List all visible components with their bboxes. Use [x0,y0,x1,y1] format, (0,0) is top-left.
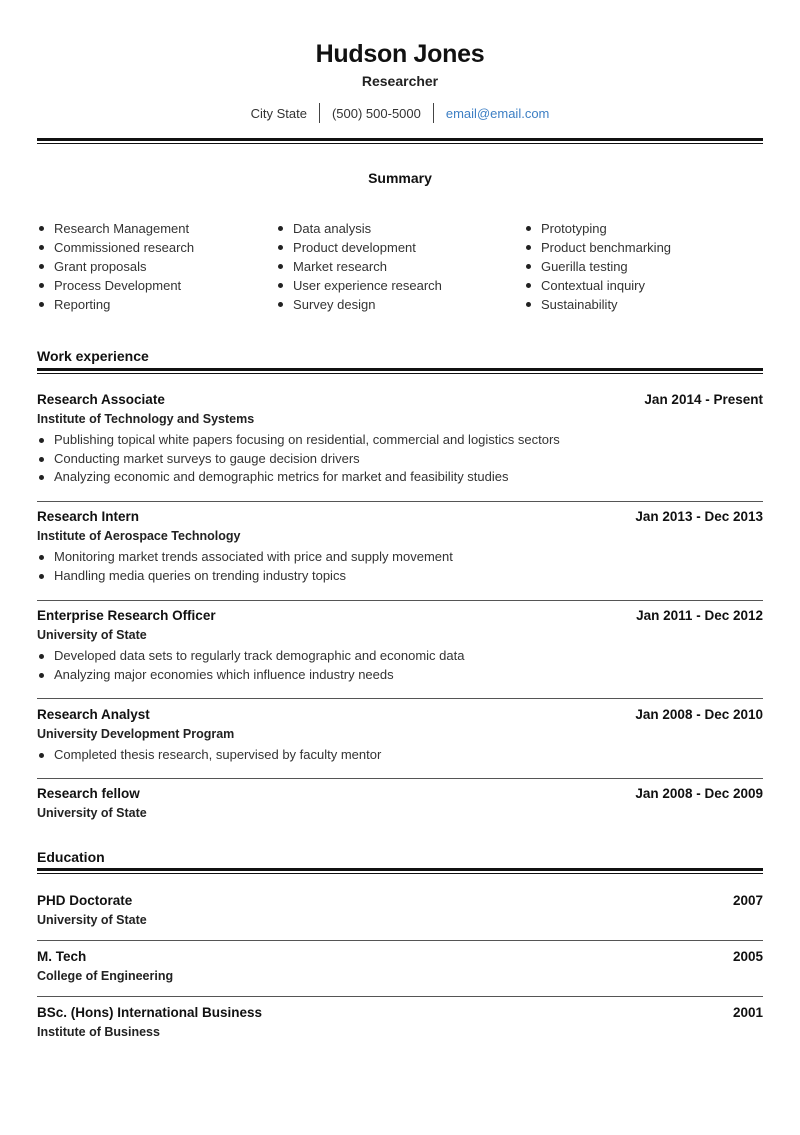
degree-title: BSc. (Hons) International Business [37,1005,263,1020]
work-entry [37,608,763,684]
job-dates: Jan 2014 - Present [644,392,763,407]
skill-item: Survey design [276,295,524,314]
candidate-role: Researcher [361,73,439,89]
skill-item: Market research [276,257,524,276]
skill-item: Product development [276,238,524,257]
work-entry [37,707,763,765]
candidate-name: Hudson Jones [315,40,485,68]
job-bullet: Conducting market surveys to gauge decision drivers [37,450,763,469]
education-entry [37,893,763,927]
job-bullets [37,746,763,765]
education-entry [37,949,763,983]
skill-item: Commissioned research [37,238,276,257]
skill-item: Product benchmarking [524,238,763,257]
header-rule-thin [37,143,763,144]
skill-item: User experience research [276,276,524,295]
entry-divider [37,778,763,779]
job-organization: University Development Program [37,727,235,741]
work-entry [37,786,763,820]
work-rule-thick [37,368,763,371]
job-organization: University of State [37,628,147,642]
job-title: Enterprise Research Officer [37,608,216,623]
skill-item: Contextual inquiry [524,276,763,295]
job-bullet: Completed thesis research, supervised by faculty mentor [37,746,763,765]
job-dates: Jan 2008 - Dec 2010 [635,707,763,722]
contact-line [37,103,763,123]
job-organization: University of State [37,806,147,820]
school-name: College of Engineering [37,969,174,983]
location-text: City State [250,105,307,121]
job-title: Research Intern [37,509,140,524]
job-bullets [37,647,763,684]
work-rule-thin [37,373,763,374]
skill-item: Grant proposals [37,257,276,276]
job-dates: Jan 2008 - Dec 2009 [635,786,763,801]
job-title: Research fellow [37,786,140,801]
skill-item: Data analysis [276,219,524,238]
summary-heading: Summary [368,170,432,186]
job-bullet: Publishing topical white papers focusing on residential, commercial and logistics sectors [37,431,763,450]
header-rule-thick [37,138,763,141]
skills-column [37,219,276,314]
work-experience-heading: Work experience [37,348,149,364]
skill-item: Reporting [37,295,276,314]
education-entry [37,1005,763,1039]
degree-year: 2005 [732,949,763,964]
degree-title: PHD Doctorate [37,893,133,908]
skill-item: Prototyping [524,219,763,238]
job-bullet: Handling media queries on trending industry topics [37,567,763,586]
skills-grid [37,219,763,314]
job-bullet: Analyzing economic and demographic metrics for market and feasibility studies [37,468,763,487]
entry-divider [37,600,763,601]
education-rule-thick [37,868,763,871]
education-heading: Education [37,849,105,865]
job-dates: Jan 2013 - Dec 2013 [635,509,763,524]
job-title: Research Analyst [37,707,150,722]
email-link[interactable]: email@email.com [445,105,550,121]
job-organization: Institute of Technology and Systems [37,412,255,426]
school-name: University of State [37,913,147,927]
school-name: Institute of Business [37,1025,160,1039]
entry-divider [37,501,763,502]
entry-divider [37,940,763,941]
skill-item: Process Development [37,276,276,295]
phone-text: (500) 500-5000 [331,105,421,121]
skill-item: Guerilla testing [524,257,763,276]
education-rule-thin [37,873,763,874]
entry-divider [37,698,763,699]
job-bullets [37,431,763,487]
skills-column [276,219,524,314]
job-bullet: Developed data sets to regularly track demographic and economic data [37,647,763,666]
skill-item: Sustainability [524,295,763,314]
job-organization: Institute of Aerospace Technology [37,529,241,543]
job-bullet: Monitoring market trends associated with price and supply movement [37,548,763,567]
entry-divider [37,996,763,997]
skill-item: Research Management [37,219,276,238]
degree-year: 2007 [732,893,763,908]
job-title: Research Associate [37,392,165,407]
job-bullet: Analyzing major economies which influence industry needs [37,666,763,685]
job-dates: Jan 2011 - Dec 2012 [636,608,763,623]
skills-column [524,219,763,314]
work-entry [37,392,763,487]
degree-title: M. Tech [37,949,87,964]
degree-year: 2001 [732,1005,763,1020]
job-bullets [37,548,763,585]
work-entry [37,509,763,585]
